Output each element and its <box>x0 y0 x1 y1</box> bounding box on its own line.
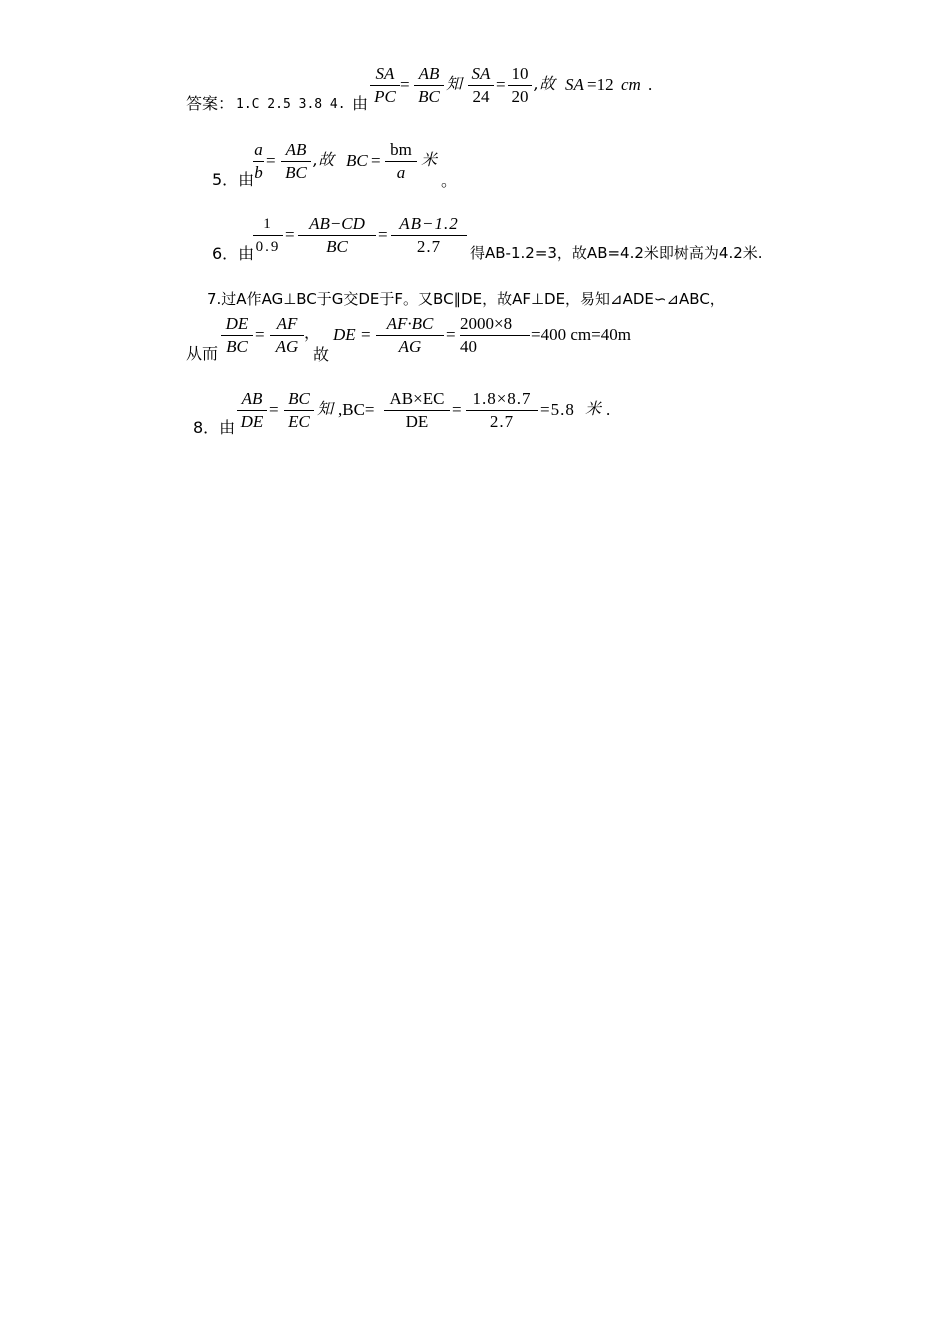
fraction-bm-a <box>385 139 417 184</box>
fraction-numerator: 10 <box>511 64 529 83</box>
fraction-abec-de <box>384 388 450 433</box>
result-value: =12 <box>587 75 614 94</box>
fraction-numerator: bm <box>390 140 412 159</box>
fraction-bc-ec <box>284 388 314 433</box>
fraction-1.8x8.7-2.7 <box>466 388 538 433</box>
fraction-numerator: a <box>254 140 263 159</box>
fraction-afbc-ag <box>376 313 444 358</box>
fraction-denominator: b <box>254 163 263 182</box>
q7-line1: 7.过A作AG⊥BC于G交DE于F。又BC∥DE，故AF⊥DE，易知⊿ADE∽⊿ABC， <box>207 290 725 308</box>
fraction-denominator: AG <box>398 337 422 356</box>
q6-conclusion: 得AB-1.2=3，故AB=4.2米即树高为4.2米. <box>470 244 763 262</box>
fraction-denominator: 20 <box>511 87 529 106</box>
q8-label: 8．由 <box>193 418 236 437</box>
fraction-af-ag <box>270 313 304 358</box>
fraction-ab-1.2-2.7 <box>391 213 467 258</box>
equals-sign: = <box>371 151 381 170</box>
fraction-ab-bc <box>281 139 311 184</box>
fraction-denominator: 2.7 <box>416 237 442 256</box>
bc-equals: ,BC= <box>338 400 375 419</box>
fraction-ab-cd-bc <box>298 213 376 258</box>
equals-sign: = <box>269 400 279 419</box>
fraction-a-b <box>253 139 264 184</box>
equals-sign: = <box>452 400 462 419</box>
fraction-denominator: 0.9 <box>255 239 281 255</box>
fraction-denominator: 40 <box>460 337 477 356</box>
equals-sign: = <box>378 225 388 244</box>
fraction-denominator: EC <box>288 412 310 431</box>
zhi-text: 知 <box>317 399 334 418</box>
result-unit: cm <box>621 75 641 94</box>
fraction-denominator: PC <box>374 87 396 106</box>
fraction-numerator: AB−1.2 <box>399 214 459 233</box>
equals-sign: = <box>496 75 506 94</box>
fraction-numerator: AB−CD <box>309 214 365 233</box>
fraction-sa-24 <box>468 63 494 108</box>
equals-sign: = <box>285 225 295 244</box>
fraction-de-bc <box>221 313 253 358</box>
equals-sign: = <box>255 325 265 344</box>
fraction-denominator: 24 <box>472 87 490 106</box>
fraction-sa-pc <box>370 63 400 108</box>
q7-result: =400 cm=40m <box>531 325 631 344</box>
fraction-numerator: BC <box>288 389 310 408</box>
period: 。 <box>441 171 458 190</box>
answer-prefix: 答案： <box>186 94 235 113</box>
fraction-numerator: AF·BC <box>386 314 434 333</box>
equals-sign: = <box>361 325 371 344</box>
comma: ， <box>304 323 321 342</box>
gu-text: ,故 <box>534 74 556 93</box>
equals-sign: = <box>266 151 276 170</box>
fraction-numerator: AB <box>285 140 307 159</box>
answers-1-4: 1.C 2.5 3.8 4. <box>236 97 346 112</box>
result-sa: SA <box>565 75 584 94</box>
you-label: 由 <box>352 94 369 113</box>
fraction-denominator: BC <box>418 87 440 106</box>
mi-text: 米 <box>585 399 602 418</box>
fraction-denominator: BC <box>285 163 307 182</box>
equals-sign: = <box>446 325 456 344</box>
mi-text: 米 <box>421 150 438 169</box>
fraction-numerator: 1.8×8.7 <box>472 389 532 408</box>
fraction-10-20 <box>508 63 532 108</box>
fraction-numerator: AB×EC <box>389 389 445 408</box>
fraction-numerator: AB <box>418 64 440 83</box>
congeer-text: 从而 <box>186 344 219 363</box>
fraction-numerator: DE <box>225 314 249 333</box>
de-text: DE <box>333 325 356 344</box>
fraction-denominator: AG <box>275 337 299 356</box>
fraction-denominator: BC <box>326 237 348 256</box>
zhi-text: 知 <box>446 74 463 93</box>
fraction-ab-bc <box>414 63 444 108</box>
fraction-denominator: DE <box>240 412 264 431</box>
fraction-numerator: 2000×8 <box>460 314 513 333</box>
gu-text: ,故 <box>313 150 335 169</box>
fraction-denominator: a <box>396 163 406 182</box>
fraction-denominator: BC <box>226 337 248 356</box>
period: . <box>606 400 611 419</box>
fraction-numerator: SA <box>471 64 491 83</box>
q8-result: =5.8 <box>540 400 575 419</box>
gu-text: 故 <box>313 345 330 364</box>
q6-label: 6．由 <box>212 244 255 263</box>
fraction-2000x8-40 <box>460 313 530 358</box>
bc-text: BC <box>346 151 368 170</box>
fraction-numerator: AF <box>276 314 298 333</box>
fraction-numerator: SA <box>375 64 395 83</box>
q5-label: 5．由 <box>212 170 255 189</box>
period: . <box>648 75 653 94</box>
fraction-denominator: DE <box>405 412 429 431</box>
fraction-numerator: 1 <box>263 216 273 232</box>
fraction-numerator: AB <box>241 389 263 408</box>
fraction-denominator: 2.7 <box>489 412 515 431</box>
fraction-1-0.9 <box>253 213 283 258</box>
equals-sign: = <box>400 75 410 94</box>
fraction-ab-de <box>237 388 267 433</box>
